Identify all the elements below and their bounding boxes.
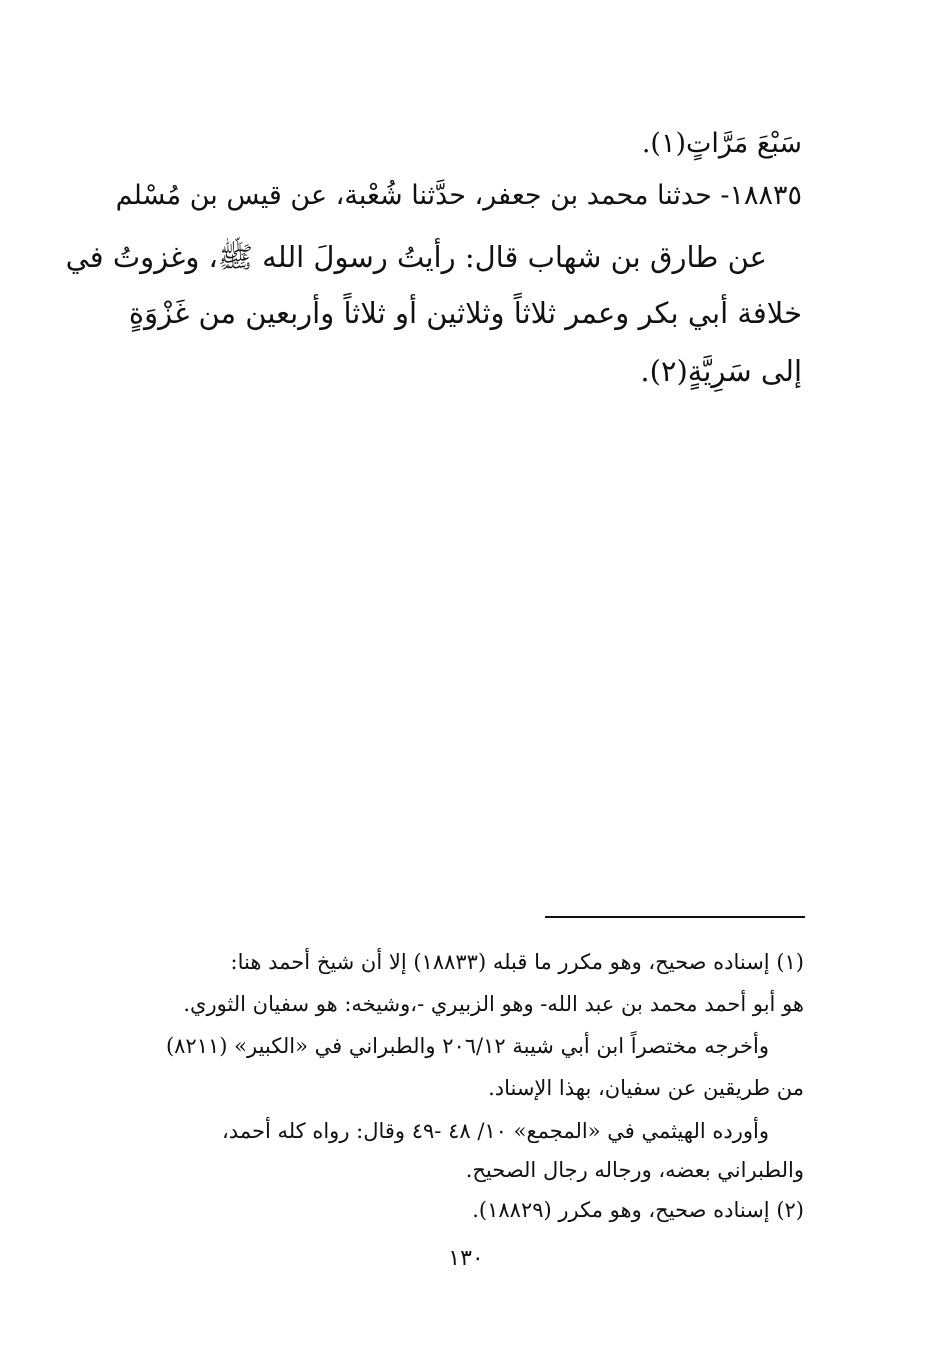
hadith-matn-line-2: خلافة أبي بكر وعمر ثلاثاً وثلاثين أو ثلاثاً وأربعين من غَزْوَةٍ [128, 296, 802, 330]
footnote-1-line-5: وأورده الهيثمي في «المجمع» ١٠/ ٤٨ -٤٩ وقال: رواه كله أحمد، [222, 1119, 769, 1143]
footnote-1-line-6: والطبراني بعضه، ورجاله رجال الصحيح. [465, 1158, 804, 1182]
footnote-1-line-1: (١) إسناده صحيح، وهو مكرر ما قبله (١٨٨٣٣) إلا أن شيخ أحمد هنا: [230, 950, 804, 974]
footnote-separator [545, 916, 805, 918]
hadith-matn-line-1: عن طارق بن شهاب قال: رأيتُ رسولَ الله ﷺ، وغزوتُ في [65, 240, 767, 274]
footnote-1-line-3: وأخرجه مختصراً ابن أبي شيبة ٢٠٦/١٢ والطبراني في «الكبير» (٨٢١١) [165, 1034, 769, 1058]
hadith-matn-line-3: إلى سَرِيَّةٍ(٢). [640, 354, 802, 388]
footnote-1-line-4: من طريقين عن سفيان، بهذا الإسناد. [488, 1076, 804, 1100]
footnote-2-line-1: (٢) إسناده صحيح، وهو مكرر (١٨٨٢٩). [472, 1198, 804, 1222]
hadith-end-line: سَبْعَ مَرَّاتٍ(١). [641, 128, 802, 159]
hadith-isnad-line: ١٨٨٣٥- حدثنا محمد بن جعفر، حدَّثنا شُعْبة، عن قيس بن مُسْلم [115, 180, 802, 211]
page-number: ١٣٠ [448, 1246, 484, 1271]
footnote-1-line-2: هو أبو أحمد محمد بن عبد الله- وهو الزبيري -،وشيخه: هو سفيان الثوري. [183, 992, 804, 1016]
